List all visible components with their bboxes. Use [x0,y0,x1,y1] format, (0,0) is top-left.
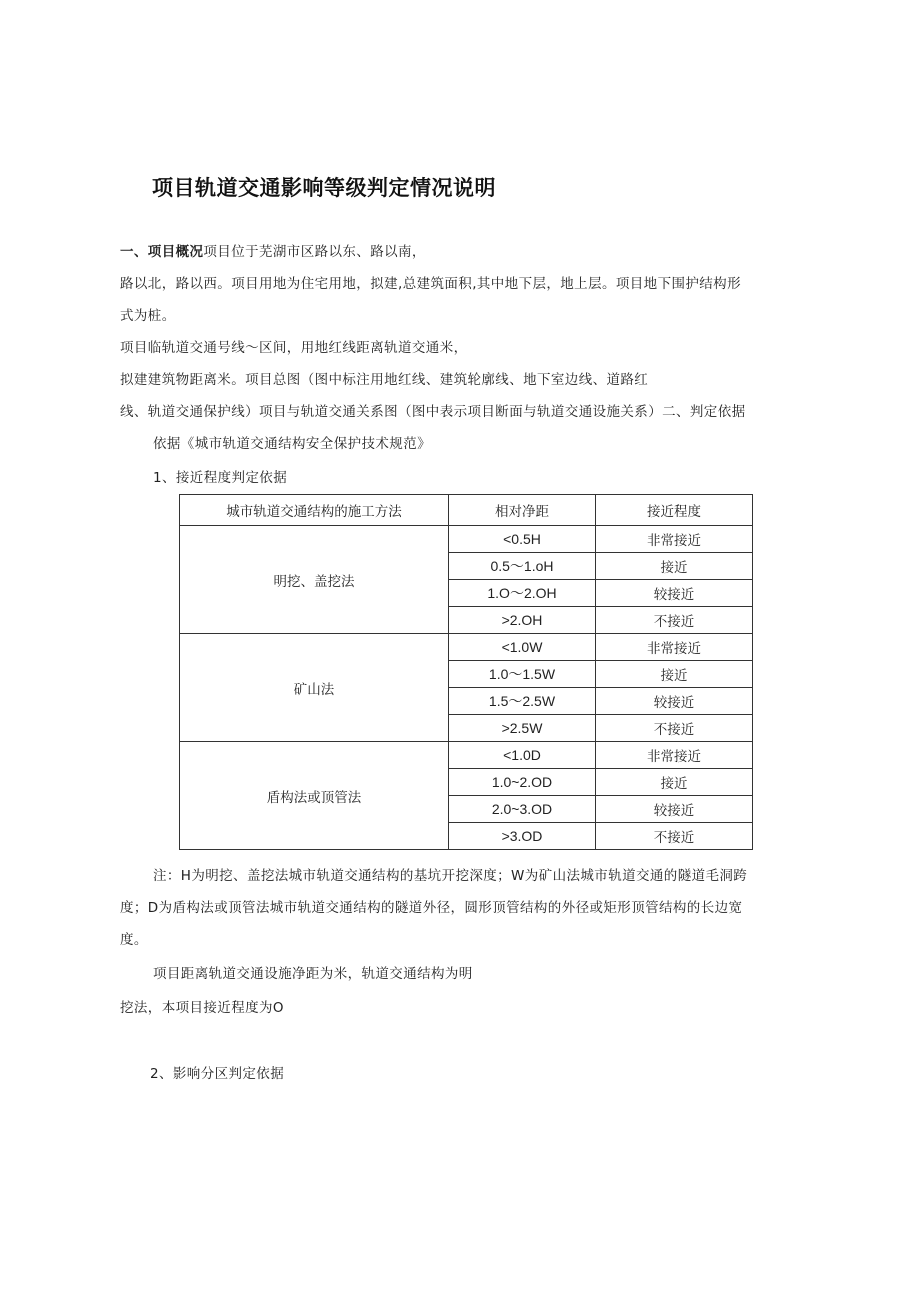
table-row [180,526,753,553]
level-cell: 较接近 [596,580,753,607]
distance-cell: 1.5～2.5W [449,688,596,715]
note-line-2: 度；D为盾构法或顶管法城市轨道交通结构的隧道外径，圆形顶管结构的外径或矩形顶管结构的长边宽 [120,900,743,916]
distance-cell: >2.OH [449,607,596,634]
overview-line-1 [120,240,426,260]
distance-cell: 1.O～2.OH [449,580,596,607]
note-line-1: 注：H为明挖、盖挖法城市轨道交通结构的基坑开挖深度；W为矿山法城市轨道交通的隧道毛洞跨 [153,868,748,884]
level-cell: 非常接近 [596,526,753,553]
level-cell: 较接近 [596,688,753,715]
page-title: 项目轨道交通影响等级判定情况说明 [152,176,496,200]
conclusion-line-1: 项目距离轨道交通设施净距为米，轨道交通结构为明 [153,966,473,982]
distance-cell: >3.OD [449,823,596,850]
level-cell: 接近 [596,553,753,580]
overview-line-4: 项目临轨道交通号线～区间，用地红线距离轨道交通米， [120,340,468,356]
header-level: 接近程度 [596,495,753,526]
level-cell: 接近 [596,661,753,688]
overview-heading: 一、项目概况 [120,244,204,260]
overview-text: 项目位于芜湖市区路以东、路以南， [203,244,426,260]
section-1-heading: 1、接近程度判定依据 [153,470,288,486]
table-header-row [180,495,753,526]
level-cell: 接近 [596,769,753,796]
level-cell: 非常接近 [596,742,753,769]
overview-line-3: 式为桩。 [120,308,176,324]
method-cell: 明挖、盖挖法 [180,526,449,634]
method-cell: 矿山法 [180,634,449,742]
section-2-heading: 2、影响分区判定依据 [150,1066,285,1082]
conclusion-line-2: 挖法，本项目接近程度为O [120,1000,284,1016]
proximity-table [179,494,753,850]
distance-cell: <1.0W [449,634,596,661]
level-cell: 不接近 [596,715,753,742]
table-row [180,742,753,769]
level-cell: 非常接近 [596,634,753,661]
distance-cell: >2.5W [449,715,596,742]
distance-cell: <0.5H [449,526,596,553]
method-cell: 盾构法或顶管法 [180,742,449,850]
level-cell: 较接近 [596,796,753,823]
table-row [180,634,753,661]
header-distance: 相对净距 [449,495,596,526]
distance-cell: 1.0~2.OD [449,769,596,796]
level-cell: 不接近 [596,823,753,850]
overview-line-2: 路以北，路以西。项目用地为住宅用地，拟建,总建筑面积,其中地下层，地上层。项目地下围护结构形 [120,276,741,292]
header-method: 城市轨道交通结构的施工方法 [180,495,449,526]
basis-line: 依据《城市轨道交通结构安全保护技术规范》 [153,436,431,452]
distance-cell: 0.5～1.oH [449,553,596,580]
note-line-3: 度。 [120,932,148,948]
level-cell: 不接近 [596,607,753,634]
distance-cell: 2.0~3.OD [449,796,596,823]
distance-cell: <1.0D [449,742,596,769]
overview-line-6: 线、轨道交通保护线）项目与轨道交通关系图（图中表示项目断面与轨道交通设施关系）二、判定依据 [120,404,746,420]
distance-cell: 1.0～1.5W [449,661,596,688]
overview-line-5: 拟建建筑物距离米。项目总图（图中标注用地红线、建筑轮廓线、地下室边线、道路红 [120,372,649,388]
